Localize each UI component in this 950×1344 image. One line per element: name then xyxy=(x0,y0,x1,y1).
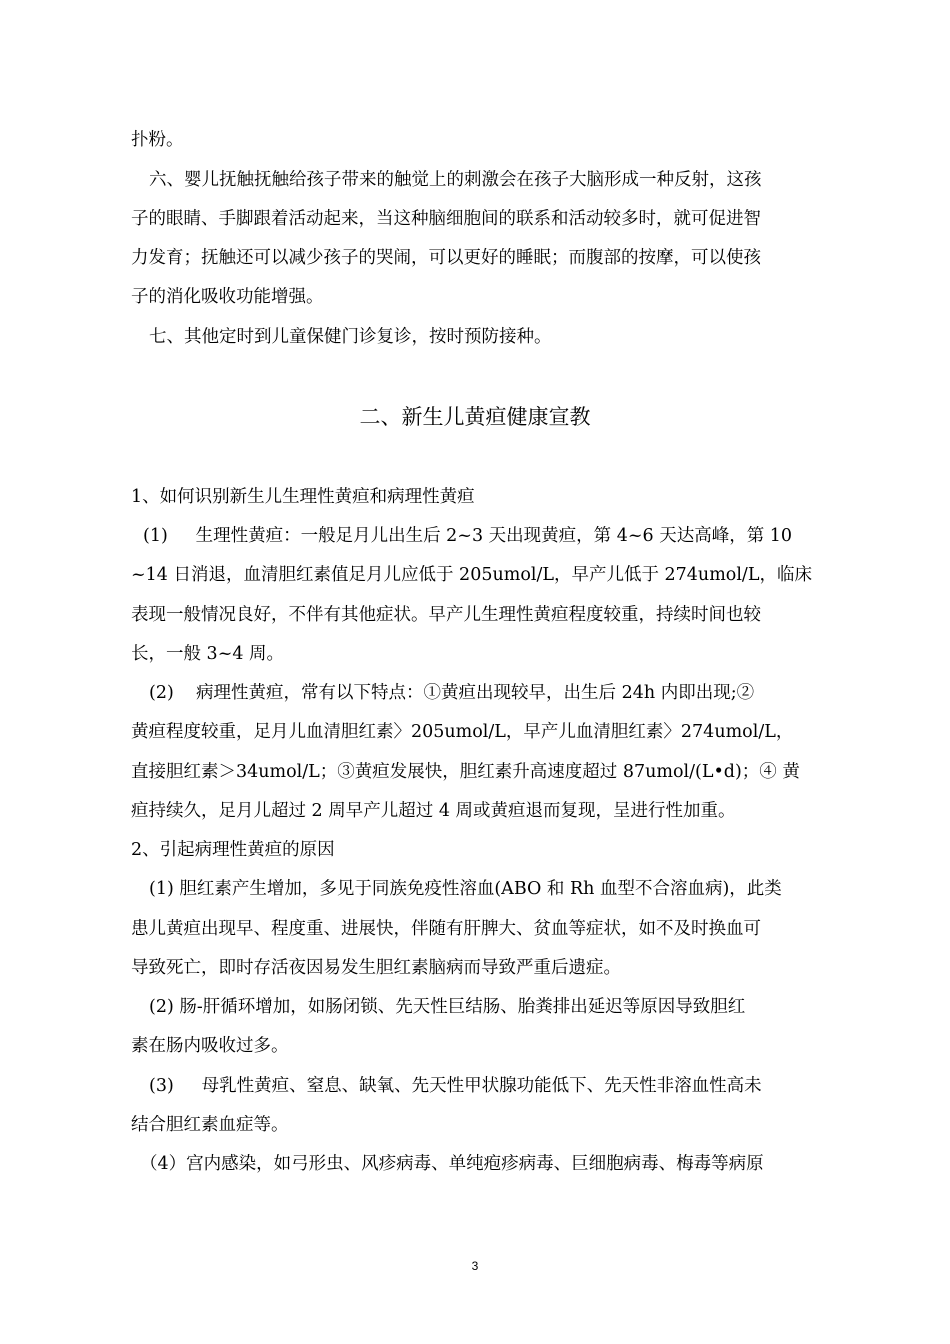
body-line: 六、婴儿抚触抚触给孩子带来的触觉上的刺激会在孩子大脑形成一种反射，这孩 xyxy=(149,170,762,190)
body-line: 直接胆红素＞34umol/L；③黄疸发展快，胆红素升高速度超过 87umol/(L•d)；④ 黄 xyxy=(131,762,800,782)
body-line: 患儿黄疸出现早、程度重、进展快，伴随有肝脾大、贫血等症状，如不及时换血可 xyxy=(131,919,761,939)
body-line: 子的消化吸收功能增强。 xyxy=(131,287,324,307)
body-line: 黄疸程度较重，足月儿血清胆红素〉205umol/L，早产儿血清胆红素〉274umol/L， xyxy=(131,722,794,742)
body-line: （4）宫内感染，如弓形虫、风疹病毒、单纯疱疹病毒、巨细胞病毒、梅毒等病原 xyxy=(140,1154,764,1174)
body-line: 表现一般情况良好，不伴有其他症状。早产儿生理性黄疸程度较重，持续时间也较 xyxy=(131,605,761,625)
page-number: 3 xyxy=(471,1259,479,1273)
body-line: 疸持续久，足月儿超过 2 周早产儿超过 4 周或黄疸退而复现，呈进行性加重。 xyxy=(131,801,736,821)
body-line: (2) 病理性黄疸，常有以下特点：①黄疸出现较早，出生后 24h 内即出现;② xyxy=(149,683,755,703)
body-line: 子的眼睛、手脚跟着活动起来，当这种脑细胞间的联系和活动较多时，就可促进智 xyxy=(131,209,761,229)
body-line: 扑粉。 xyxy=(131,130,184,150)
body-line: (1) 生理性黄疸：一般足月儿出生后 2~3 天出现黄疸，第 4~6 天达高峰，第 10 xyxy=(143,526,793,546)
body-line: 结合胆红素血症等。 xyxy=(131,1115,289,1135)
body-line: (3) 母乳性黄疸、窒息、缺氧、先天性甲状腺功能低下、先天性非溶血性高未 xyxy=(149,1076,762,1096)
body-line: (1) 胆红素产生增加，多见于同族免疫性溶血(ABO 和 Rh 血型不合溶血病)，此类 xyxy=(149,879,782,899)
body-line: 七、其他定时到儿童保健门诊复诊，按时预防接种。 xyxy=(149,327,552,347)
subheading: 1、如何识别新生儿生理性黄疸和病理性黄疸 xyxy=(131,487,475,507)
subheading: 2、引起病理性黄疸的原因 xyxy=(131,840,335,860)
body-line: 素在肠内吸收过多。 xyxy=(131,1036,289,1056)
body-line: 导致死亡，即时存活夜因易发生胆红素脑病而导致严重后遗症。 xyxy=(131,958,621,978)
body-line: 长，一般 3~4 周。 xyxy=(131,644,285,664)
section-heading: 二、新生儿黄疸健康宣教 xyxy=(359,405,591,429)
body-line: 力发育；抚触还可以减少孩子的哭闹，可以更好的睡眠；而腹部的按摩，可以使孩 xyxy=(131,248,761,268)
body-line: (2) 肠-肝循环增加，如肠闭锁、先天性巨结肠、胎粪排出延迟等原因导致胆红 xyxy=(149,997,746,1017)
body-line: ~14 日消退，血清胆红素值足月儿应低于 205umol/L，早产儿低于 274umol/L，临床 xyxy=(131,565,812,585)
